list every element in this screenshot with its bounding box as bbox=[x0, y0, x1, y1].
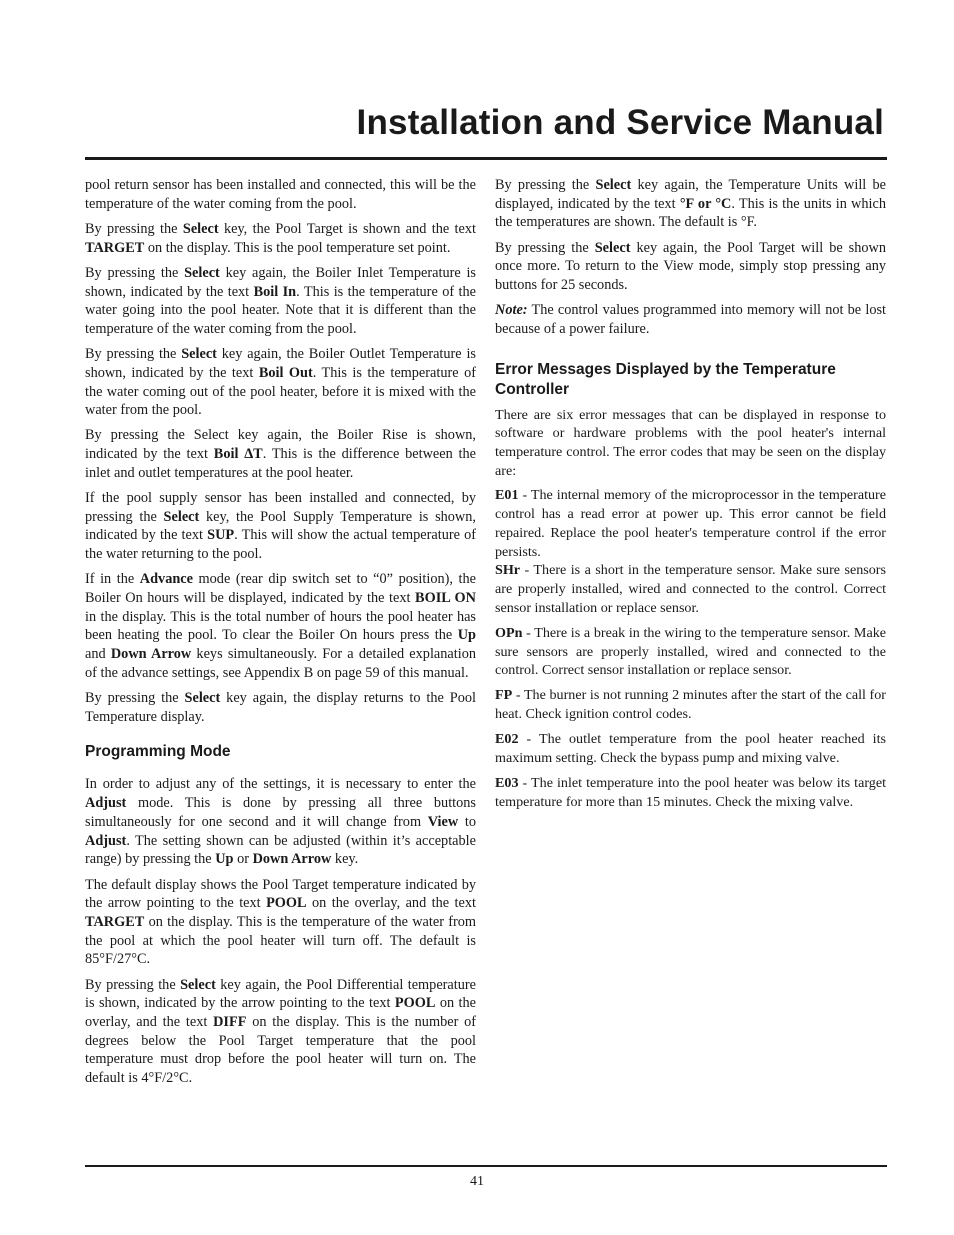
error-code-item: OPn - There is a break in the wiring to the temperature sensor. Make sure sensors are properly installed, wired and connected to the control. Correct sensor installation or replace sensor. bbox=[495, 624, 886, 679]
paragraph: By pressing the Select key again, the Temperature Units will be displayed, indicated by the text °F or °C. This is the units in which the temperatures are shown. The default is °F. bbox=[495, 177, 886, 231]
paragraph: By pressing the Select key again, the Boiler Rise is shown, indicated by the text Boil ΔT. This is the difference between the inlet and outlet temperatures at the pool heater. bbox=[85, 427, 476, 481]
error-code-item: E02 - The outlet temperature from the pool heater reached its maximum setting. Check the bypass pump and mixing valve. bbox=[495, 731, 886, 767]
header-rule bbox=[85, 157, 887, 160]
paragraph: There are six error messages that can be displayed in response to software or hardware problems with the pool heater's internal temperature control. The error codes that may be seen on the display are: bbox=[495, 406, 886, 479]
right-column bbox=[495, 176, 886, 818]
error-code-item: E01 - The internal memory of the microprocessor in the temperature control has a read error at power up. This error cannot be field repaired. Replace the pool heater's temperature control if the error persists. bbox=[495, 487, 886, 560]
paragraph: By pressing the Select key again, the Boiler Inlet Temperature is shown, indicated by the text Boil In. This is the temperature of the water going into the pool heater. Note that it is different than the temperature of the water coming from the pool. bbox=[85, 264, 476, 337]
footer-rule bbox=[85, 1165, 887, 1167]
paragraph: The default display shows the Pool Target temperature indicated by the arrow pointing to the text POOL on the overlay, and the text TARGET on the display. This is the temperature of the water from the pool at which the pool heater will turn off. The default is 85°F/27°C. bbox=[85, 876, 476, 968]
error-code-item: SHr - There is a short in the temperature sensor. Make sure sensors are properly installed, wired and connected to the control. Correct sensor installation or replace sensor. bbox=[495, 562, 886, 616]
paragraph: By pressing the Select key again, the Boiler Outlet Temperature is shown, indicated by the text Boil Out. This is the temperature of the water coming out of the pool heater, before it is mixed with the water from the pool. bbox=[85, 346, 476, 419]
page-title: Installation and Service Manual bbox=[356, 103, 884, 142]
paragraph: By pressing the Select key again, the display returns to the Pool Temperature display. bbox=[85, 690, 476, 725]
section-heading-programming-mode: Programming Mode bbox=[85, 743, 231, 761]
paragraph: In order to adjust any of the settings, it is necessary to enter the Adjust mode. This is done by pressing all three buttons simultaneously for one second and it will change from View to Adjust. The setting shown can be adjusted (within it’s acceptable range) by pressing the Up or Down Arrow key. bbox=[85, 776, 476, 868]
paragraph: If in the Advance mode (rear dip switch set to “0” position), the Boiler On hours will be displayed, indicated by the text BOIL ON in the display. This is the total number of hours the pool heater has been heating the pool. To clear the Boiler On hours press the Up and Down Arrow keys simultaneously. For a detailed explanation of the advance settings, see Appendix B on page 59 of this manual. bbox=[85, 571, 476, 681]
note-paragraph: Note: The control values programmed into memory will not be lost because of a power failure. bbox=[495, 302, 886, 337]
left-column bbox=[85, 176, 476, 1094]
paragraph: By pressing the Select key again, the Pool Differential temperature is shown, indicated by the arrow pointing to the text POOL on the overlay, and the text DIFF on the display. This is the number of degrees below the Pool Target temperature that the pool temperature must drop before the pool heater will turn on. The default is 4°F/2°C. bbox=[85, 976, 477, 1087]
section-heading-error-messages: Error Messages Displayed by the Temperature Controller bbox=[495, 360, 836, 398]
paragraph: By pressing the Select key again, the Pool Target will be shown once more. To return to the View mode, simply stop pressing any buttons for 25 seconds. bbox=[495, 239, 886, 294]
paragraph: pool return sensor has been installed and connected, this will be the temperature of the water coming from the pool. bbox=[85, 177, 476, 212]
page-number: 41 bbox=[470, 1174, 484, 1189]
error-code-item: E03 - The inlet temperature into the pool heater was below its target temperature for more than 15 minutes. Check the mixing valve. bbox=[495, 775, 886, 810]
paragraph: By pressing the Select key, the Pool Target is shown and the text TARGET on the display. This is the pool temperature set point. bbox=[85, 220, 476, 256]
paragraph: If the pool supply sensor has been installed and connected, by pressing the Select key, the Pool Supply Temperature is shown, indicated by the text SUP. This will show the actual temperature of the water returning to the pool. bbox=[85, 490, 476, 563]
error-code-item: FP - The burner is not running 2 minutes after the start of the call for heat. Check ignition control codes. bbox=[495, 687, 886, 723]
